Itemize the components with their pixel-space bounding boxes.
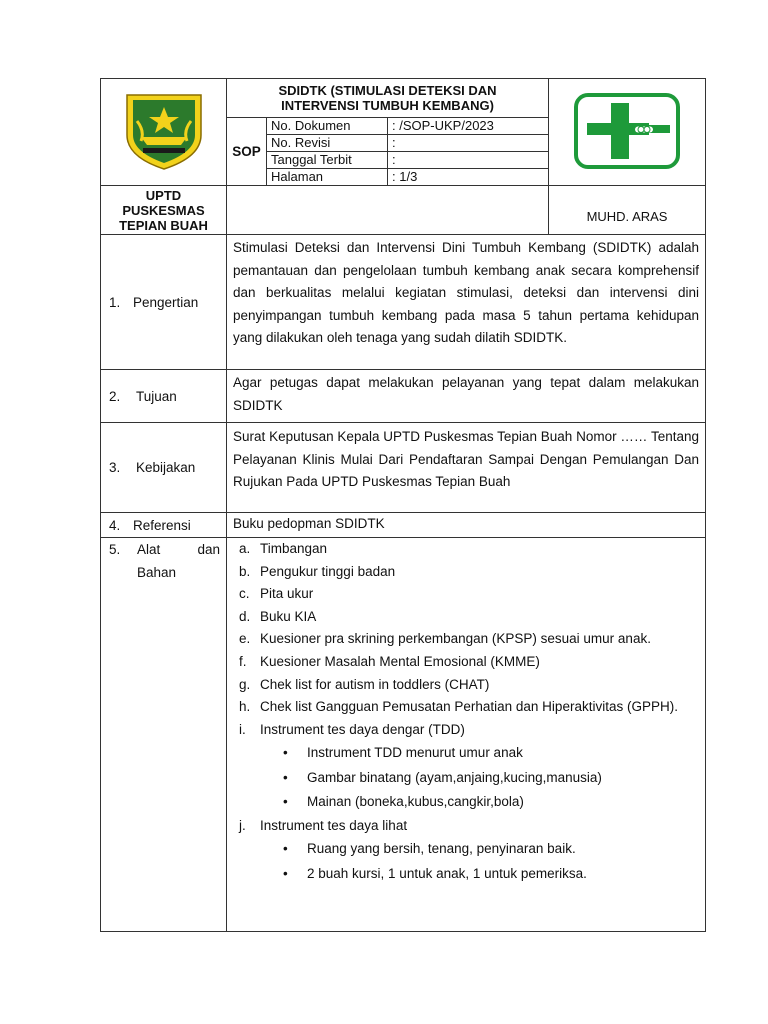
section-text-pengertian: Stimulasi Deteksi dan Intervensi Dini Tumbuh Kembang (SDIDTK) adalah pemantauan dan pengelolaan tumbuh kembang anak secara komprehensif dan berkualitas melalui kegiatan stimulasi, deteksi dan intervensi dini penyimpangan tumbuh kembang pada masa 5 tahun pertama kehidupan yang dilakukan oleh tenaga yang sudah dilatih SDIDTK. [227,235,706,370]
list-item: c. Pita ukur [239,586,314,602]
list-item: e. Kuesioner pra skrining perkembangan (KPSP) sesuai umur anak. [239,631,651,647]
blank-cell [227,186,549,235]
sop-document [100,78,705,932]
sop-label: SOP [227,118,267,186]
puskesmas-logo [574,93,680,169]
list-item: j. Instrument tes daya lihat [239,817,408,833]
title-line-2: INTERVENSI TUMBUH KEMBANG) [281,98,494,113]
list-item: d. Buku KIA [239,608,317,624]
sub-list-item: • 2 buah kursi, 1 untuk anak, 1 untuk pemeriksa. [233,862,699,887]
section-label-cell: 5. Alat dan Bahan [101,538,227,932]
list-item: i. Instrument tes daya dengar (TDD) [239,721,465,737]
section-text-tujuan: Agar petugas dapat melakukan pelayanan yang tepat dalam melakukan SDIDTK [227,370,706,423]
signatory-name: MUHD. ARAS [549,186,706,235]
sub-list-item: • Gambar binatang (ayam,anjaing,kucing,manusia) [233,766,699,791]
regional-crest-cell [101,79,227,186]
section-label-cell: 2. Tujuan [101,370,227,423]
document-title [227,79,549,118]
list-item: f. Kuesioner Masalah Mental Emosional (KMME) [239,653,540,669]
section-label-bahan: Bahan [137,564,177,580]
meta-key-dokumen: No. Dokumen [267,118,388,135]
list-item: h. Chek list Gangguan Pemusatan Perhatian dan Hiperaktivitas (GPPH). [239,699,678,715]
section-label-tujuan: Tujuan [136,388,177,404]
meta-value-halaman: : 1/3 [388,169,549,186]
meta-value-dokumen: : /SOP-UKP/2023 [388,118,549,135]
section-label-pengertian: Pengertian [133,294,199,310]
regional-crest-logo [121,91,207,171]
sub-list-item: • Instrument TDD menurut umur anak [233,741,699,766]
meta-value-revisi: : [388,135,549,152]
title-line-1: SDIDTK (STIMULASI DETEKSI DAN [278,83,497,98]
meta-key-revisi: No. Revisi [267,135,388,152]
equipment-items [233,538,699,741]
equipment-list [227,538,706,932]
sop-table [100,78,706,932]
section-label-referensi: Referensi [133,517,191,533]
meta-value-terbit: : [388,152,549,169]
list-item: b. Pengukur tinggi badan [239,563,396,579]
section-label-kebijakan: Kebijakan [136,460,196,476]
section-label-cell: 1. Pengertian [101,235,227,370]
sub-list-daya-lihat [233,837,699,886]
list-item: a. Timbangan [239,541,328,556]
section-label-alat: Alat [137,542,161,557]
equipment-items-cont [233,815,699,838]
meta-key-terbit: Tanggal Terbit [267,152,388,169]
sub-list-tdd [233,741,699,815]
organization-name: UPTD PUSKESMAS TEPIAN BUAH [101,186,227,235]
section-label-dan: dan [197,542,220,557]
section-text-referensi: Buku pedopman SDIDTK [227,513,706,538]
meta-table [267,118,548,185]
section-text-kebijakan: Surat Keputusan Kepala UPTD Puskesmas Tepian Buah Nomor …… Tentang Pelayanan Klinis Mulai Dari Pendaftaran Sampai Dengan Pemulangan Dan Rujukan Pada UPTD Puskesmas Tepian Buah [227,423,706,513]
section-label-cell: 3. Kebijakan [101,423,227,513]
list-item: g. Chek list for autism in toddlers (CHAT) [239,676,490,692]
meta-key-halaman: Halaman [267,169,388,186]
sub-list-item: • Mainan (boneka,kubus,cangkir,bola) [233,790,699,815]
document-meta [267,118,549,186]
puskesmas-logo-cell [549,79,706,186]
sub-list-item: • Ruang yang bersih, tenang, penyinaran baik. [233,837,699,862]
section-label-cell: 4. Referensi [101,513,227,538]
